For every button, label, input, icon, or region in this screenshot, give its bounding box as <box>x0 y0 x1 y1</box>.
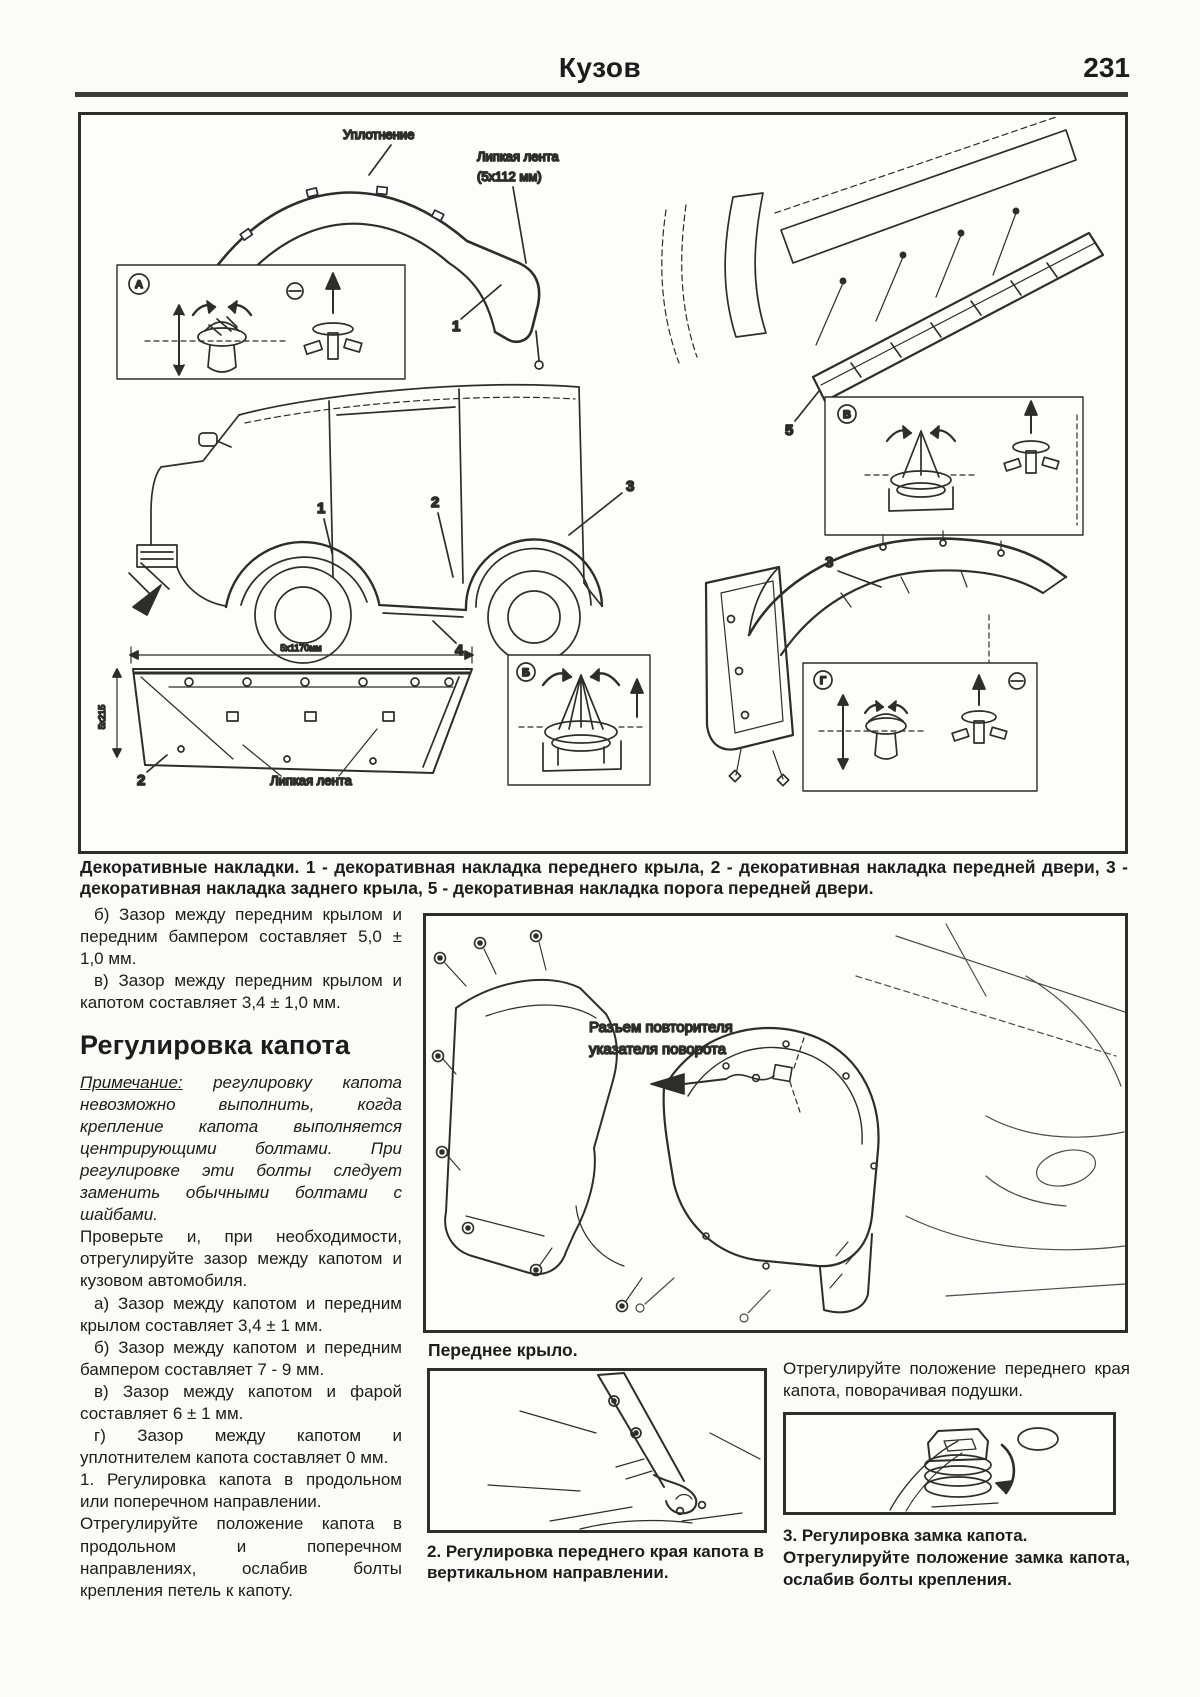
callout-1-car: 1 <box>317 500 326 517</box>
fastener-box-b <box>508 655 650 785</box>
note-label: Примечание: <box>80 1072 183 1092</box>
fastener-mark-a: А <box>135 279 143 291</box>
right-column <box>783 1358 1130 1591</box>
para-check: Проверьте и, при необходимости, отрегулируйте зазор между капотом и кузовом автомобиля. <box>80 1227 402 1291</box>
callout-5-sill: 5 <box>785 422 794 439</box>
tape-bottom-label: Липкая лента <box>270 773 352 788</box>
note-text: регулировку капота невозможно выполнить, когда крепление капота выполняется центрирующими болтами. При регулировке эти болты следует заменить обычными болтами с шайбами. <box>80 1072 402 1225</box>
para-adjust: Отрегулируйте положение капота в продольном и поперечном направлениях, ослабив болты крепления петель к капоту. <box>80 1514 402 1600</box>
side-sill-molding <box>662 117 1103 439</box>
tape-label-line1: Липкая лента <box>477 149 559 164</box>
tape-label-line2: (5х112 мм) <box>477 169 542 184</box>
fastener-mark-g: Г <box>819 675 827 687</box>
callout-2-strip: 2 <box>137 772 146 789</box>
gap-item-v: в) Зазор между передним крылом и капотом составляет 3,4 ± 1,0 мм. <box>80 971 402 1013</box>
page-number: 231 <box>1083 52 1130 83</box>
decorative-moldings-drawing <box>81 115 1125 851</box>
callout-3-car: 3 <box>626 478 635 495</box>
gap-item-b: б) Зазор между передним крылом и передним бампером составляет 5,0 ± 1,0 мм. <box>80 905 402 969</box>
seal-label: Уплотнение <box>343 127 415 142</box>
connector-label-line1: Разъем повторителя <box>589 1019 733 1036</box>
section-heading: Регулировка капота <box>80 1030 351 1061</box>
gap-item-g2: г) Зазор между капотом и уплотнителем капота составляет 0 мм. <box>80 1426 402 1468</box>
header-rule <box>75 92 1128 97</box>
hood-lock-pad-drawing <box>786 1415 1113 1512</box>
strip-dim-left: 5х215 <box>97 704 107 730</box>
figure-top-caption: Декоративные накладки. 1 - декоративная накладка переднего крыла, 2 - декоративная накладка передней двери, 3 - декоративная накладка заднего крыла, 5 - декоративная накладка порога передней двери. <box>80 857 1128 898</box>
figure-front-fender <box>423 913 1128 1333</box>
callout-2-car: 2 <box>431 494 440 511</box>
figure-decorative-moldings <box>78 112 1128 854</box>
wheel-arch-liner <box>664 1028 879 1312</box>
hood-hinge-sketch <box>488 1373 760 1529</box>
connector-label-line2: указателя поворота <box>589 1041 727 1058</box>
callout-3-flare: 3 <box>825 554 834 571</box>
fastener-box-c <box>825 397 1083 535</box>
fastener-mark-v: В <box>843 409 851 421</box>
callout-1-molding: 1 <box>452 318 461 335</box>
fastener-mark-b: Б <box>522 667 530 679</box>
figure-fender-caption: Переднее крыло. <box>428 1340 578 1360</box>
callout-4-car: 4 <box>455 642 464 659</box>
figure3-caption-line2: Отрегулируйте положение замка капота, ослабив болты крепления. <box>783 1548 1130 1590</box>
step-1: 1. Регулировка капота в продольном или поперечном направлении. <box>80 1470 402 1512</box>
figure-hood-lock-pad <box>783 1412 1116 1515</box>
gap-item-a2: а) Зазор между капотом и передним крылом составляет 3,4 ± 1 мм. <box>80 1293 402 1335</box>
figure3-caption-line1: 3. Регулировка замка капота. <box>783 1526 1028 1546</box>
car-body-sketch <box>636 924 1125 1322</box>
door-molding-strip <box>97 643 473 789</box>
figure-hood-front-edge <box>427 1368 767 1533</box>
fastener-box-a <box>117 265 405 379</box>
vehicle-side-view <box>129 385 634 663</box>
fastener-box-d <box>803 663 1037 791</box>
hood-front-edge-drawing <box>430 1371 764 1530</box>
fender-bolts <box>433 931 643 1312</box>
strip-dim-top: 5х1170мм <box>280 643 322 653</box>
front-fender-panel <box>433 931 643 1312</box>
left-column <box>80 904 402 1602</box>
adjusting-pad-sketch <box>890 1428 1058 1511</box>
front-fender-drawing <box>426 916 1125 1330</box>
page-title: Кузов <box>558 52 642 83</box>
gap-item-v2: в) Зазор между капотом и фарой составляет 6 ± 1 мм. <box>80 1381 402 1423</box>
gap-item-b2: б) Зазор между капотом и передним бампером составляет 7 - 9 мм. <box>80 1337 402 1379</box>
pad-adjust-paragraph: Отрегулируйте положение переднего края капота, поворачивая подушки. <box>783 1359 1130 1401</box>
figure2-caption: 2. Регулировка переднего края капота в вертикальном направлении. <box>427 1542 764 1583</box>
note-paragraph <box>80 1072 402 1227</box>
